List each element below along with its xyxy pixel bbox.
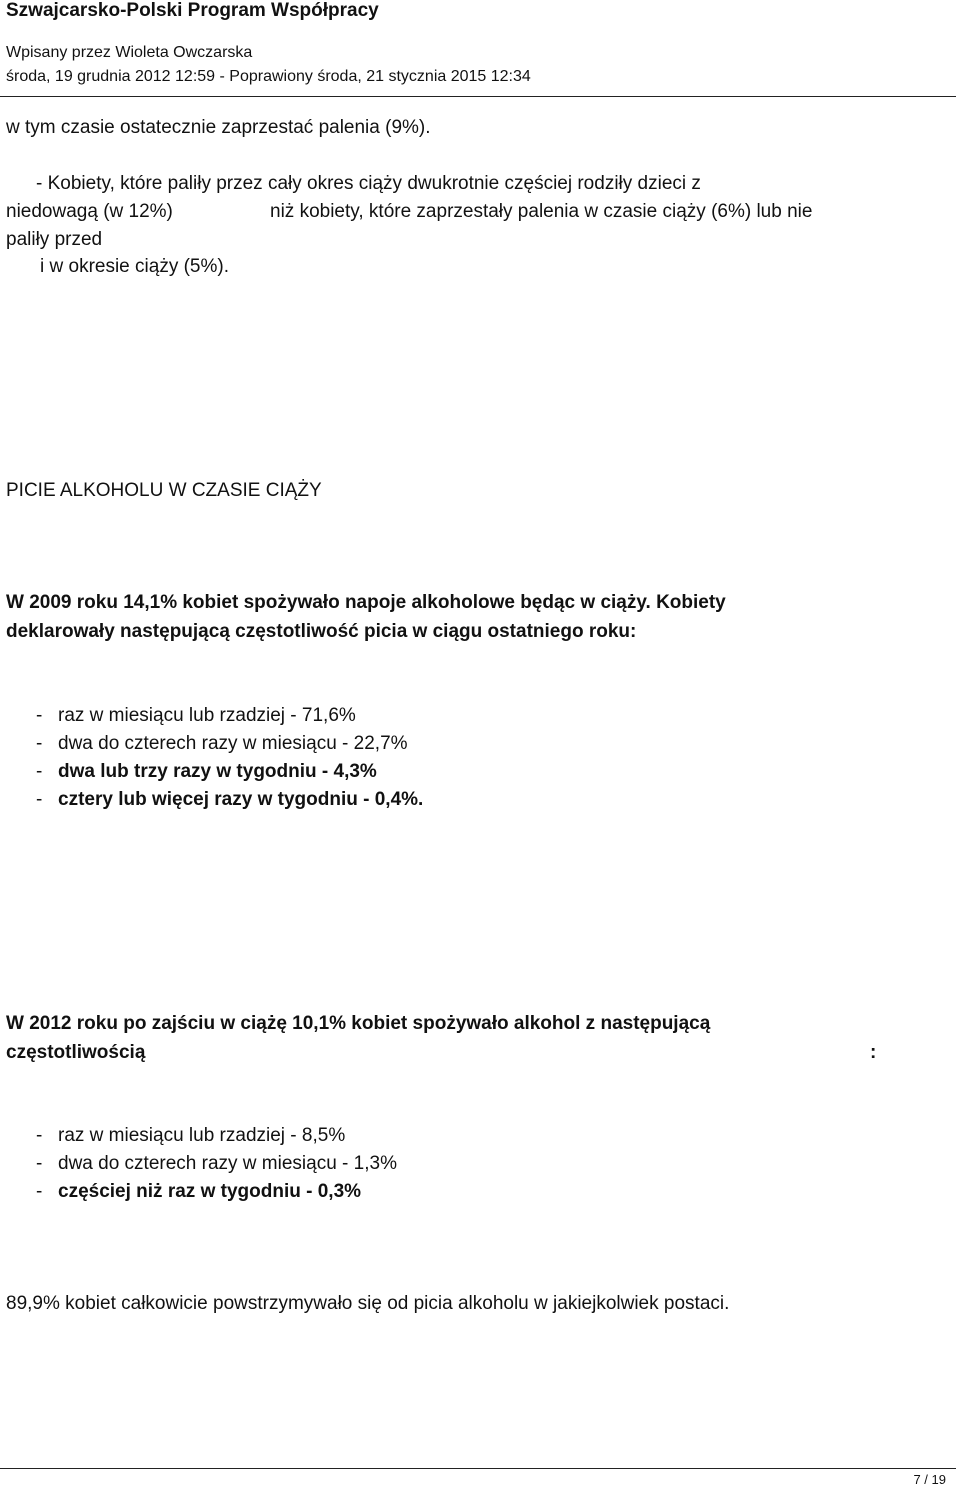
para-2012-line-2: częstotliwością: [6, 1042, 146, 1063]
list-item: raz w miesiącu lub rzadziej - 8,5%: [58, 1125, 346, 1146]
list-2012-dash: -: [36, 1125, 43, 1146]
para-2012-line-1: W 2012 roku po zajściu w ciążę 10,1% kobiet spożywało alkohol z następującą: [6, 1013, 711, 1034]
smoking-line-2a: niedowagą (w 12%): [6, 201, 173, 222]
intro-line: w tym czasie ostatecznie zaprzestać palenia (9%).: [6, 117, 431, 138]
list-2009-dash: -: [36, 789, 43, 810]
list-item: dwa do czterech razy w miesiącu - 22,7%: [58, 733, 408, 754]
list-2009-dash: -: [36, 733, 43, 754]
conclusion: 89,9% kobiet całkowicie powstrzymywało się od picia alkoholu w jakiejkolwiek postaci.: [6, 1293, 730, 1314]
smoking-line-3: paliły przed: [6, 229, 103, 250]
para-2009-line-2: deklarowały następującą częstotliwość picia w ciągu ostatniego roku:: [6, 621, 637, 642]
smoking-line-2b: niż kobiety, które zaprzestały palenia w czasie ciąży (6%) lub nie: [270, 201, 813, 222]
list-item: dwa lub trzy razy w tygodniu - 4,3%: [58, 761, 377, 782]
list-2012-dash: -: [36, 1181, 43, 1202]
author-line: Wpisany przez Wioleta Owczarska: [6, 44, 253, 61]
header-divider: [0, 96, 956, 97]
list-2009-dash: -: [36, 761, 43, 782]
list-item: cztery lub więcej razy w tygodniu - 0,4%.: [58, 789, 424, 810]
document-title: Szwajcarsko-Polski Program Współpracy: [6, 0, 379, 21]
list-item: częściej niż raz w tygodniu - 0,3%: [58, 1181, 362, 1202]
para-2012-colon: :: [870, 1042, 877, 1063]
list-2012-dash: -: [36, 1153, 43, 1174]
page-number: 7 / 19: [913, 1472, 946, 1487]
date-line: środa, 19 grudnia 2012 12:59 - Poprawiony środa, 21 stycznia 2015 12:34: [6, 68, 531, 85]
list-item: dwa do czterech razy w miesiącu - 1,3%: [58, 1153, 397, 1174]
smoking-line-1: - Kobiety, które paliły przez cały okres ciąży dwukrotnie częściej rodziły dzieci z: [36, 173, 701, 194]
list-2009-dash: -: [36, 705, 43, 726]
section-heading: PICIE ALKOHOLU W CZASIE CIĄŻY: [6, 480, 322, 501]
footer-divider: [0, 1468, 956, 1469]
para-2009-line-1: W 2009 roku 14,1% kobiet spożywało napoje alkoholowe będąc w ciąży. Kobiety: [6, 592, 726, 613]
list-item: raz w miesiącu lub rzadziej - 71,6%: [58, 705, 356, 726]
smoking-line-4: i w okresie ciąży (5%).: [40, 256, 229, 277]
